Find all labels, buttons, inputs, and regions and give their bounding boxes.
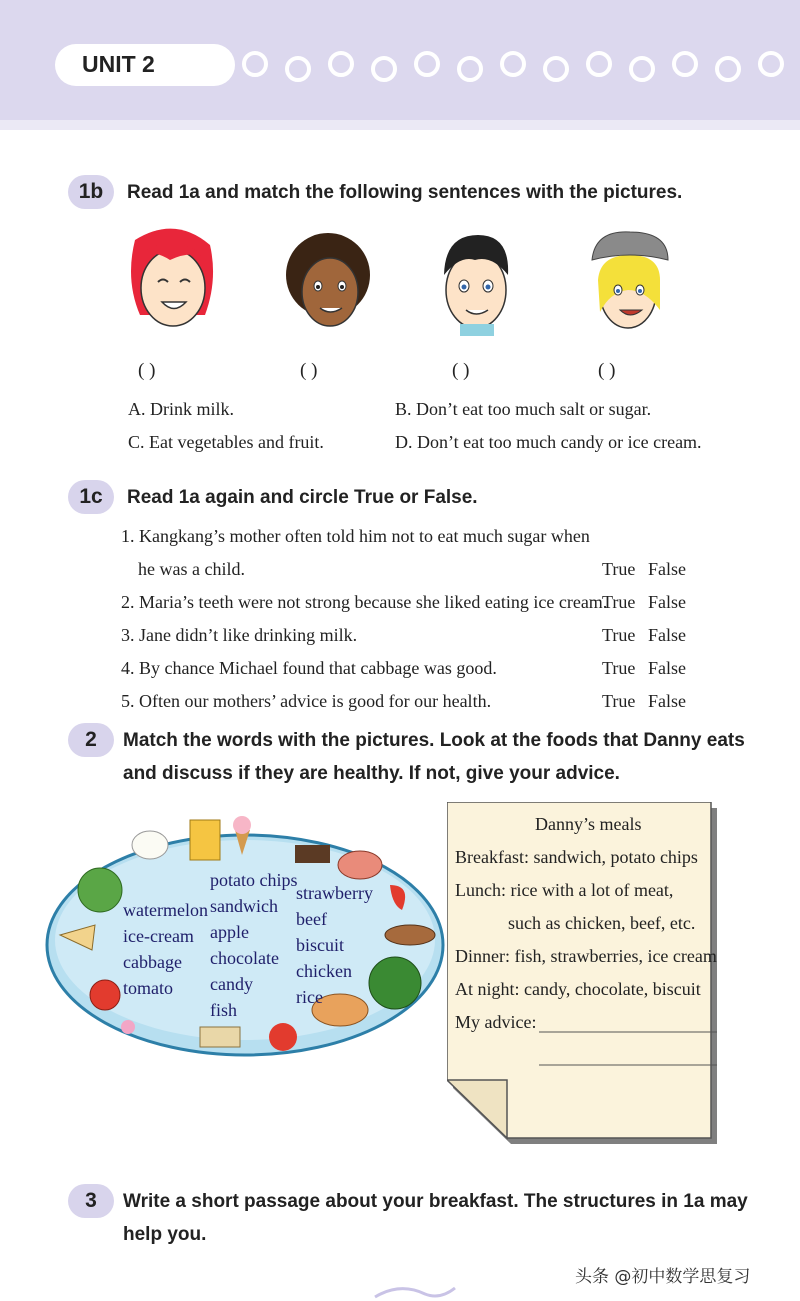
meat-picture (338, 851, 382, 879)
word-rice: rice (296, 987, 323, 1007)
true-option[interactable]: True (602, 559, 636, 579)
option-c: C. Eat vegetables and fruit. (128, 432, 324, 452)
statement-text: 2. Maria’s teeth were not strong because she liked eating ice cream. (121, 592, 608, 612)
false-option[interactable]: False (648, 592, 686, 612)
statement-text: 3. Jane didn’t like drinking milk. (121, 625, 358, 645)
word-candy: candy (210, 974, 253, 994)
word-tomato: tomato (123, 978, 173, 998)
statement-1 (121, 526, 701, 554)
exercise-1b-heading: Read 1a and match the following sentences with the pictures. (127, 182, 683, 203)
true-option[interactable]: True (602, 625, 636, 645)
word-chicken: chicken (296, 961, 352, 981)
rice-picture (132, 831, 168, 859)
decorative-swirl (370, 1282, 460, 1301)
statement-1-cont (121, 559, 701, 587)
exercise-3-heading-line1: Write a short passage about your breakfast. The structures in 1a may (123, 1191, 748, 1212)
exercise-2-heading-line1: Match the words with the pictures. Look at the foods that Danny eats (123, 730, 745, 751)
header-strip (0, 120, 800, 130)
statement-text: 5. Often our mothers’ advice is good for our health. (121, 691, 492, 711)
exercise-2-heading-line2: and discuss if they are healthy. If not, give your advice. (123, 763, 620, 784)
candy-picture (121, 1020, 135, 1034)
true-option[interactable]: True (602, 691, 636, 711)
children-faces-illustration (100, 220, 720, 345)
note-title: Danny’s meals (535, 814, 642, 834)
tomato-picture (90, 980, 120, 1010)
word-strawberry: strawberry (296, 883, 373, 903)
statement-2 (121, 592, 701, 620)
true-option[interactable]: True (602, 658, 636, 678)
word-beef: beef (296, 909, 327, 929)
face-black-hair-boy (444, 235, 508, 336)
note-advice-label: My advice: (455, 1012, 537, 1032)
word-watermelon: watermelon (123, 900, 208, 920)
true-option[interactable]: True (602, 592, 636, 612)
answer-blank-3[interactable]: ( ) (452, 360, 470, 381)
option-b: B. Don’t eat too much salt or sugar. (395, 399, 652, 419)
word-sandwich: sandwich (210, 896, 278, 916)
exercise-badge-1b: 1b (68, 175, 114, 209)
false-option[interactable]: False (648, 658, 686, 678)
note-dinner: Dinner: fish, strawberries, ice cream (455, 946, 717, 966)
watermark: 头条 @初中数学思复习 (575, 1267, 751, 1287)
option-a: A. Drink milk. (128, 399, 234, 419)
answer-blank-1[interactable]: ( ) (138, 360, 156, 381)
false-option[interactable]: False (648, 691, 686, 711)
answer-blank-4[interactable]: ( ) (598, 360, 616, 381)
word-list-col3 (296, 880, 373, 1010)
word-apple: apple (210, 922, 249, 942)
cabbage-picture (78, 868, 122, 912)
statement-text: 4. By chance Michael found that cabbage was good. (121, 658, 497, 678)
exercise-3-heading-line2: help you. (123, 1224, 207, 1245)
exercise-1c-heading: Read 1a again and circle True or False. (127, 487, 478, 508)
word-ice-cream: ice-cream (123, 926, 194, 946)
false-option[interactable]: False (648, 625, 686, 645)
word-fish: fish (210, 1000, 237, 1020)
chips-picture (190, 820, 220, 860)
face-red-hair-girl (131, 229, 213, 326)
exercise-badge-1c: 1c (68, 480, 114, 514)
statement-text: 1. Kangkang’s mother often told him not to eat much sugar when (121, 526, 590, 546)
word-cabbage: cabbage (123, 952, 182, 972)
false-option[interactable]: False (648, 559, 686, 579)
word-chocolate: chocolate (210, 948, 279, 968)
note-night: At night: candy, chocolate, biscuit (455, 979, 701, 999)
statement-3 (121, 625, 701, 653)
apple-picture (269, 1023, 297, 1051)
answer-blank-2[interactable]: ( ) (300, 360, 318, 381)
statement-4 (121, 658, 701, 686)
option-d: D. Don’t eat too much candy or ice cream. (395, 432, 702, 452)
unit-title: UNIT 2 (82, 51, 155, 77)
word-list-col1 (123, 897, 208, 1001)
word-biscuit: biscuit (296, 935, 344, 955)
statement-5 (121, 691, 701, 719)
decorative-rings (240, 44, 800, 88)
fish-picture (385, 925, 435, 945)
exercise-badge-3: 3 (68, 1184, 114, 1218)
exercise-badge-2: 2 (68, 723, 114, 757)
note-lunch: Lunch: rice with a lot of meat, (455, 880, 674, 900)
watermelon-picture (369, 957, 421, 1009)
word-potato-chips: potato chips (210, 870, 298, 890)
biscuit-picture (200, 1027, 240, 1047)
statement-text: he was a child. (138, 559, 245, 579)
word-list-col2 (210, 867, 298, 1023)
chocolate-picture (295, 845, 330, 863)
face-curly-hair-girl (286, 233, 370, 326)
note-lunch-cont: such as chicken, beef, etc. (508, 913, 696, 933)
note-breakfast: Breakfast: sandwich, potato chips (455, 847, 698, 867)
face-blond-boy-with-hat (592, 232, 668, 328)
